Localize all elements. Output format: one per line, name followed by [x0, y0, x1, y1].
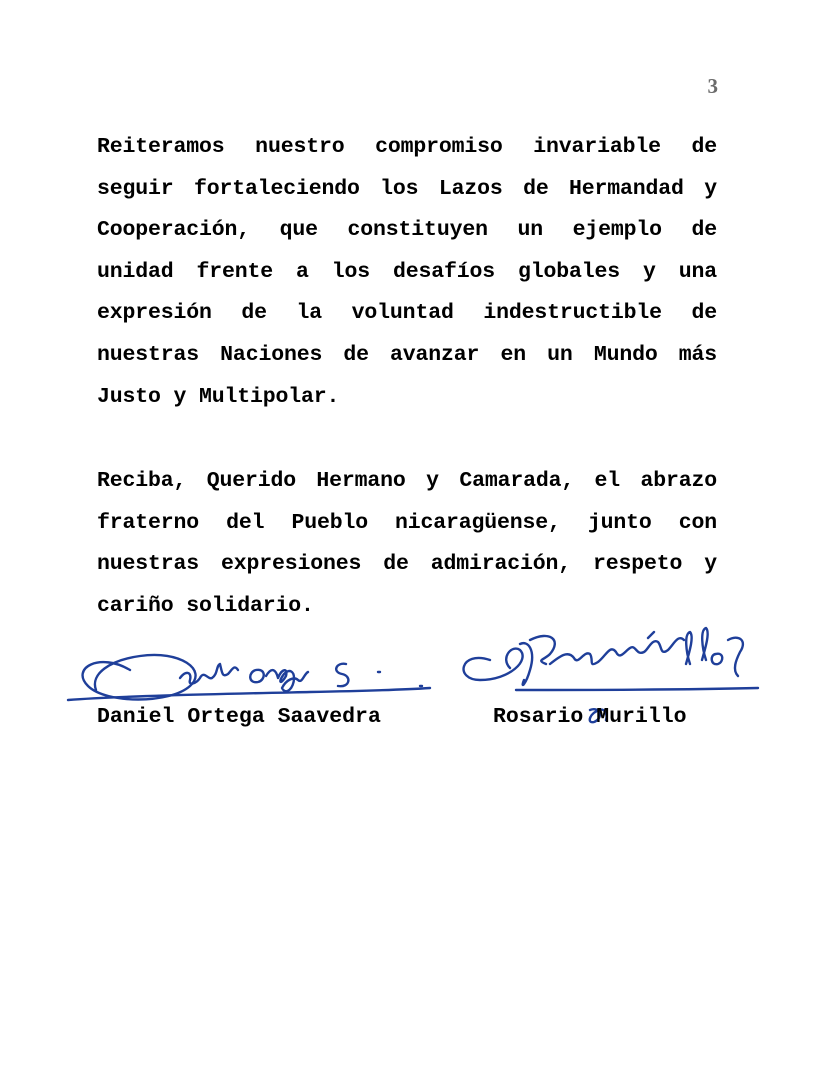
- signatory-name-daniel-ortega: Daniel Ortega Saavedra: [97, 705, 381, 729]
- signature-block: [0, 610, 826, 750]
- page-number: 3: [707, 74, 718, 98]
- body-paragraph-1: Reiteramos nuestro compromiso invariable de seguir fortaleciendo los Lazos de Hermandad y Cooperación, que constituyen un ejemplo de unidad frente a los desafíos globales y una expresión de la voluntad indestructible de nuestras Naciones de avanzar en un Mundo más Justo y Multipolar.: [97, 135, 717, 409]
- signatory-name-rosario-murillo: Rosario Murillo: [493, 705, 687, 729]
- body-paragraph-2: Reciba, Querido Hermano y Camarada, el abrazo fraterno del Pueblo nicaragüense, junto con nuestras expresiones de admiración, respeto y cariño solidario.: [97, 469, 717, 618]
